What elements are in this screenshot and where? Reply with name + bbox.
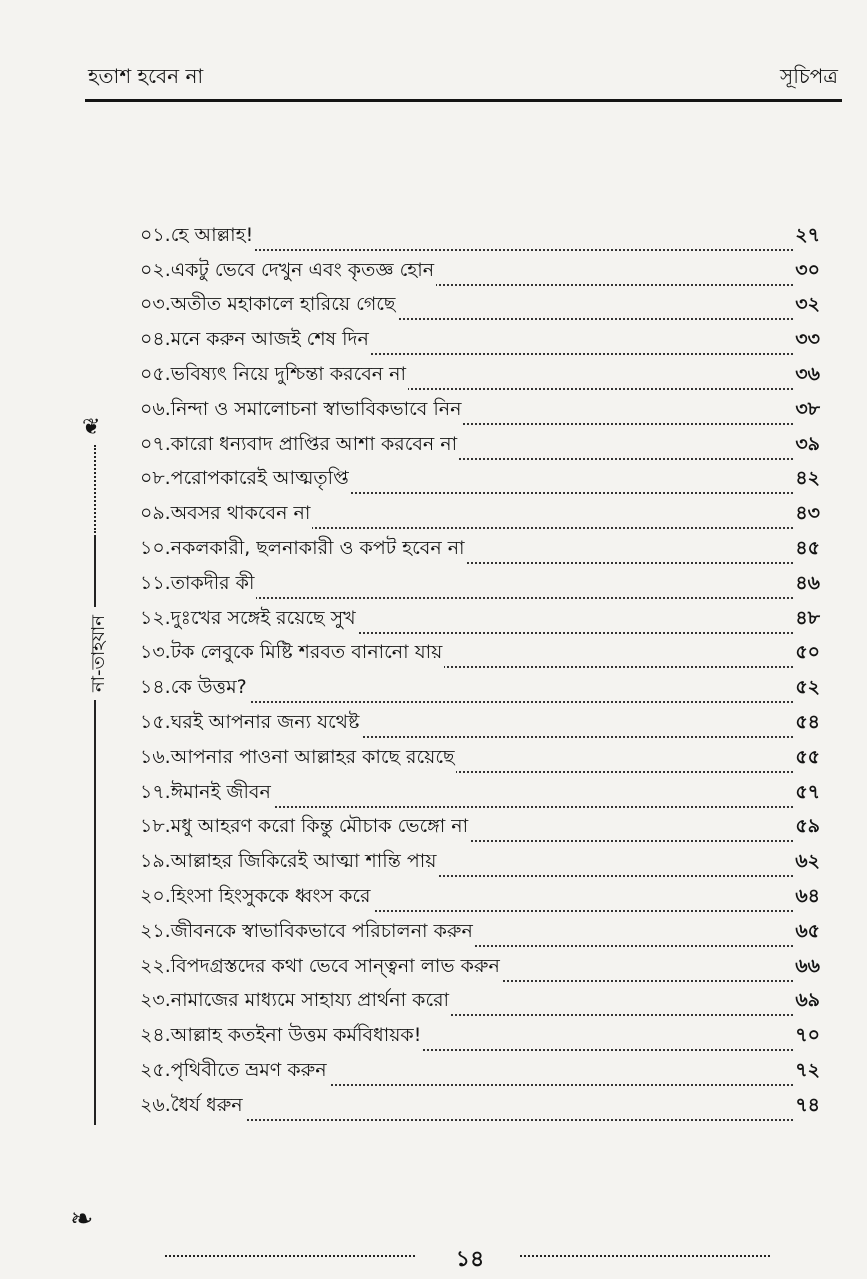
toc-leader-dots	[160, 1119, 820, 1121]
toc-entry-page: ৬৫	[793, 917, 820, 949]
toc-entry	[140, 1092, 820, 1127]
page-number: ১৪	[455, 1247, 485, 1272]
table-of-contents	[140, 222, 820, 1127]
toc-entry-title: ২৫.পৃথিবীতে ভ্রমণ করুন	[140, 1056, 329, 1088]
book-title: হতাশ হবেন না	[88, 64, 204, 88]
toc-entry-page: ৩৩	[793, 325, 820, 357]
toc-leader-dots	[160, 701, 820, 703]
toc-entry	[140, 326, 820, 361]
toc-entry-page: ৩২	[793, 290, 820, 322]
toc-entry-page: ৭২	[793, 1056, 820, 1088]
toc-entry-title: ১৩.টক লেবুকে মিষ্টি শরবত বানানো যায়	[140, 638, 444, 670]
toc-entry-title: ০৫.ভবিষ্যৎ নিয়ে দুশ্চিন্তা করবেন না	[140, 360, 408, 392]
toc-entry-page: ৩৮	[793, 395, 820, 427]
toc-entry	[140, 535, 820, 570]
toc-entry-title: ১৫.ঘরই আপনার জন্য যথেষ্ট	[140, 708, 361, 740]
toc-entry	[140, 257, 820, 292]
toc-entry-title: ২৪.আল্লাহ কতইনা উত্তম কর্মবিধায়ক!	[140, 1021, 423, 1053]
toc-entry-page: ৬৬	[793, 952, 820, 984]
toc-entry-title: ০৯.অবসর থাকবেন না	[140, 499, 312, 531]
toc-entry-page: ৪২	[793, 464, 820, 496]
footer-dotted-line-left	[165, 1255, 415, 1257]
toc-entry	[140, 1022, 820, 1057]
toc-entry	[140, 222, 820, 257]
toc-entry-title: ২৬.ধৈর্য ধরুন	[140, 1091, 245, 1123]
toc-entry	[140, 466, 820, 501]
floral-corner-ornament-icon: ❧	[70, 1202, 94, 1235]
toc-entry	[140, 500, 820, 535]
toc-entry-title: ১২.দুঃখের সঙ্গেই রয়েছে সুখ	[140, 604, 358, 636]
toc-entry	[140, 918, 820, 953]
toc-entry-title: ০২.একটু ভেবে দেখুন এবং কৃতজ্ঞ হোন	[140, 256, 436, 288]
toc-entry-page: ৫২	[793, 673, 820, 705]
toc-entry	[140, 674, 820, 709]
toc-entry	[140, 779, 820, 814]
toc-entry-title: ১৪.কে উত্তম?	[140, 673, 249, 705]
toc-entry-page: ৪৩	[793, 499, 820, 531]
toc-entry-page: ৪৮	[793, 604, 820, 636]
toc-entry-page: ৫৪	[793, 708, 820, 740]
toc-entry	[140, 744, 820, 779]
toc-entry-title: ১৮.মধু আহরণ করো কিন্তু মৌচাক ভেঙ্গো না	[140, 812, 470, 844]
toc-entry-title: ২১.জীবনকে স্বাভাবিকভাবে পরিচালনা করুন	[140, 917, 475, 949]
toc-entry	[140, 709, 820, 744]
toc-entry	[140, 361, 820, 396]
toc-entry	[140, 848, 820, 883]
toc-entry-page: ৩৬	[793, 360, 820, 392]
toc-entry-title: ১৭.ঈমানই জীবন	[140, 778, 273, 810]
toc-entry-title: ০৬.নিন্দা ও সমালোচনা স্বাভাবিকভাবে নিন	[140, 395, 463, 427]
toc-entry-page: ৪৫	[793, 534, 820, 566]
toc-entry-page: ৬২	[793, 847, 820, 879]
toc-entry-page: ৩৯	[793, 430, 820, 462]
running-header	[88, 60, 838, 92]
toc-entry	[140, 814, 820, 849]
toc-entry-title: ১৬.আপনার পাওনা আল্লাহর কাছে রয়েছে	[140, 743, 456, 775]
toc-entry-page: ২৭	[793, 221, 820, 253]
leaf-ornament-icon: ❦	[82, 415, 101, 440]
toc-leader-dots	[160, 597, 820, 599]
toc-entry-title: ২০.হিংসা হিংসুককে ধ্বংস করে	[140, 882, 373, 914]
toc-entry-page: ৭৪	[793, 1091, 820, 1123]
toc-entry	[140, 431, 820, 466]
toc-entry-title: ১৯.আল্লাহর জিকিরেই আত্মা শান্তি পায়	[140, 847, 438, 879]
toc-entry	[140, 396, 820, 431]
section-title: সূচিপত্র	[780, 64, 838, 88]
toc-entry-title: ২২.বিপদগ্রস্তদের কথা ভেবে সান্ত্বনা লাভ করুন	[140, 952, 502, 984]
page-footer	[165, 1240, 770, 1270]
toc-entry-page: ৫০	[793, 638, 820, 670]
side-ornament	[82, 415, 108, 1245]
toc-entry-title: ০৭.কারো ধন্যবাদ প্রাপ্তির আশা করবেন না	[140, 430, 459, 462]
header-rule	[85, 99, 842, 102]
toc-entry-page: ৩০	[793, 256, 820, 288]
toc-entry-title: ০১.হে আল্লাহ!	[140, 221, 255, 253]
toc-entry-page: ৫৯	[793, 812, 820, 844]
toc-entry	[140, 953, 820, 988]
footer-dotted-line-right	[520, 1255, 770, 1257]
toc-entry-page: ৭০	[793, 1021, 820, 1053]
dotted-divider	[94, 445, 96, 533]
toc-entry	[140, 605, 820, 640]
toc-entry-title: ০৮.পরোপকারেই আত্মতৃপ্তি	[140, 464, 351, 496]
toc-entry-page: ৪৬	[793, 569, 820, 601]
toc-entry-title: ১১.তাকদীর কী	[140, 569, 256, 601]
toc-entry	[140, 1057, 820, 1092]
toc-leader-dots	[160, 249, 820, 251]
toc-entry-title: ০৪.মনে করুন আজই শেষ দিন	[140, 325, 371, 357]
side-title: না-তাহযান	[84, 607, 115, 700]
toc-entry-page: ৬৯	[793, 986, 820, 1018]
toc-entry	[140, 292, 820, 327]
toc-entry-page: ৫৫	[793, 743, 820, 775]
toc-entry-page: ৫৭	[793, 778, 820, 810]
toc-entry-title: ২৩.নামাজের মাধ্যমে সাহায্য প্রার্থনা করো	[140, 986, 451, 1018]
toc-entry	[140, 988, 820, 1023]
toc-entry	[140, 640, 820, 675]
toc-entry	[140, 883, 820, 918]
toc-entry-title: ০৩.অতীত মহাকালে হারিয়ে গেছে	[140, 290, 397, 322]
toc-entry-title: ১০.নকলকারী, ছলনাকারী ও কপট হবেন না	[140, 534, 467, 566]
toc-entry	[140, 570, 820, 605]
toc-entry-page: ৬৪	[793, 882, 820, 914]
